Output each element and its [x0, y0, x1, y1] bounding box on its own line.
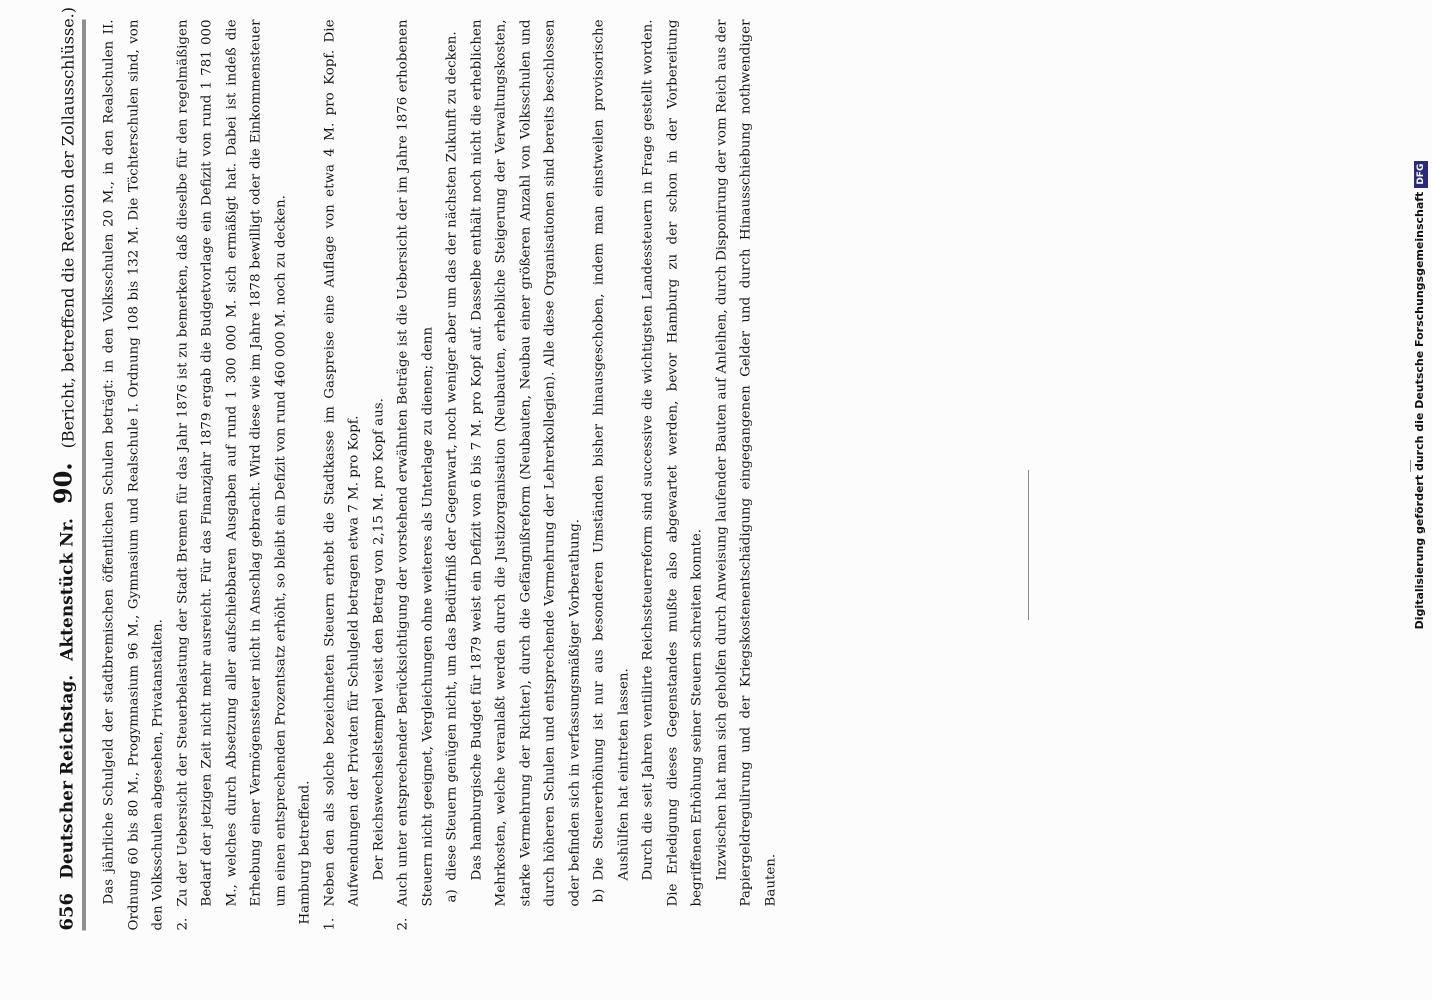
header-description: (Bericht, betreffend die Revision der Zollausschlüsse.): [58, 6, 78, 449]
item-text: Auch unter entsprechender Berücksichtigung der vorstehend erwähnten Beträge ist die Uebersicht der im Jahre 1876 erhobenen Steuern nicht geeignet, Vergleichungen ohne weiteres als Unterlage zu dienen; denn: [395, 19, 435, 907]
header-subtitle: Aktenstück Nr.: [57, 518, 78, 661]
hamburg-subitem-b: [588, 20, 637, 931]
rotated-page-content: [43, 0, 923, 955]
steuerreform-paragraph: Durch die seit Jahren ventilirte Reichssteuerreform sind successive die wichtigsten Landessteuern in Frage gestellt worden. Die Erledigung dieses Gegenstandes mußte also abgewartet werden, bevor Hamburg zu der schon in der Vorbereitung begriffenen Erhöhung seiner Steuern schreiten konnte.: [640, 19, 705, 907]
hamburg-item-1: [318, 20, 367, 931]
item-text: Zu der Uebersicht der Steuerbelastung der Stadt Bremen für das Jahr 1876 ist zu bemerken, daß dieselbe für den regelmäßigen Bedarf der jetzigen Zeit nicht mehr ausreicht. Für das Finanzjahr 1879 ergab die Budgetvorlage ein Defizit von rund 1 781 000 M., welches durch Absetzung aller aufschiebbaren Ausgaben auf rund 1 300 000 M. sich ermäßigt hat. Dabei ist indeß die Erhebung einer Vermögenssteuer nicht in Anschlag gebracht. Wird diese wie im Jahre 1878 bewilligt oder die Einkommensteuer um einen entsprechenden Prozentsatz erhöht, so bleibt ein Defizit von rund 460 000 M. noch zu decken.: [175, 19, 288, 907]
hamburg-item-2: [392, 20, 441, 931]
list-item-2: [171, 20, 294, 931]
subitem-label: a): [444, 889, 460, 903]
section-heading-hamburg: Hamburg betreffend.: [297, 780, 313, 925]
item-label: 2.: [395, 917, 411, 931]
document-number: 90.: [48, 462, 78, 505]
header-title: Deutscher Reichstag.: [57, 674, 78, 879]
inzwischen-paragraph: Inzwischen hat man sich geholfen durch Anweisung laufender Bauten auf Anleihen, durch Disponirung der vom Reich aus der Papiergeldregulirung und der Kriegskostenentschädigung eingegangenen Gelder und durch Hinausschiebung nothwendiger Bauten.: [714, 19, 778, 907]
hamburg-budget-paragraph: Das hamburgische Budget für 1879 weist ein Defizit von 6 bis 7 M. pro Kopf auf. Dasselbe enthält noch nicht die erheblichen Mehrkosten, welche veranlaßt werden durch die Justizorganisation (Neubauten, erhebliche Steigerung der Verwaltungskosten, starke Vermehrung der Richter), durch die Gefängnißreform (Neubauten, Neubau einer größeren Anzahl von Volksschulen und durch höheren Schulen und entsprechende Vermehrung der Lehrerkollegien). Alle diese Organisationen sind bereits beschlossen oder befinden sich in verfassungsmäßiger Vorberathung.: [469, 19, 582, 907]
subitem-text: diese Steuern genügen nicht, um das Bedürfniß der Gegenwart, noch weniger aber um das der nächsten Zukunft zu decken.: [444, 31, 460, 881]
item-label: 2.: [175, 917, 190, 931]
subitem-text: Die Steuererhöhung ist nur aus besonderen Umständen bisher hinausgeschoben, indem man einstweilen provisorische Aushülfen hat eintreten lassen.: [591, 19, 631, 881]
page-number: 656: [56, 892, 78, 931]
digitization-credit: [1410, 0, 1430, 795]
item-text: Neben den als solche bezeichneten Steuern erhebt die Stadtkasse im Gaspreise eine Auflage von etwa 4 M. pro Kopf. Die Aufwendungen der Privaten für Schulgeld betragen etwa 7 M. pro Kopf.: [322, 19, 362, 907]
dfg-logo: DFG: [1414, 161, 1428, 188]
hamburg-subitem-a: [441, 20, 466, 931]
subitem-label: b): [591, 888, 607, 903]
page-header: [48, 6, 86, 931]
hamburg-item-1-note: Der Reichswechselstempel weist den Betrag von 2,15 M. pro Kopf aus.: [371, 398, 386, 881]
credit-text: Digitalisierung gefördert durch die Deutsche Forschungsgemeinschaft: [1413, 191, 1426, 630]
scan-artifact: [1028, 470, 1029, 620]
item-label: 1.: [322, 917, 337, 931]
paragraph-schulgeld: Das jährliche Schulgeld der stadtbremischen öffentlichen Schulen beträgt: in den Volksschulen 20 M., in den Realschulen II. Ordnung 60 bis 80 M., Progymnasium 96 M., Gymnasium und Realschule I. Ordnung 108 bis 132 M. Die Töchterschulen sind, von den Volksschulen abgesehen, Privatanstalten.: [101, 19, 166, 931]
